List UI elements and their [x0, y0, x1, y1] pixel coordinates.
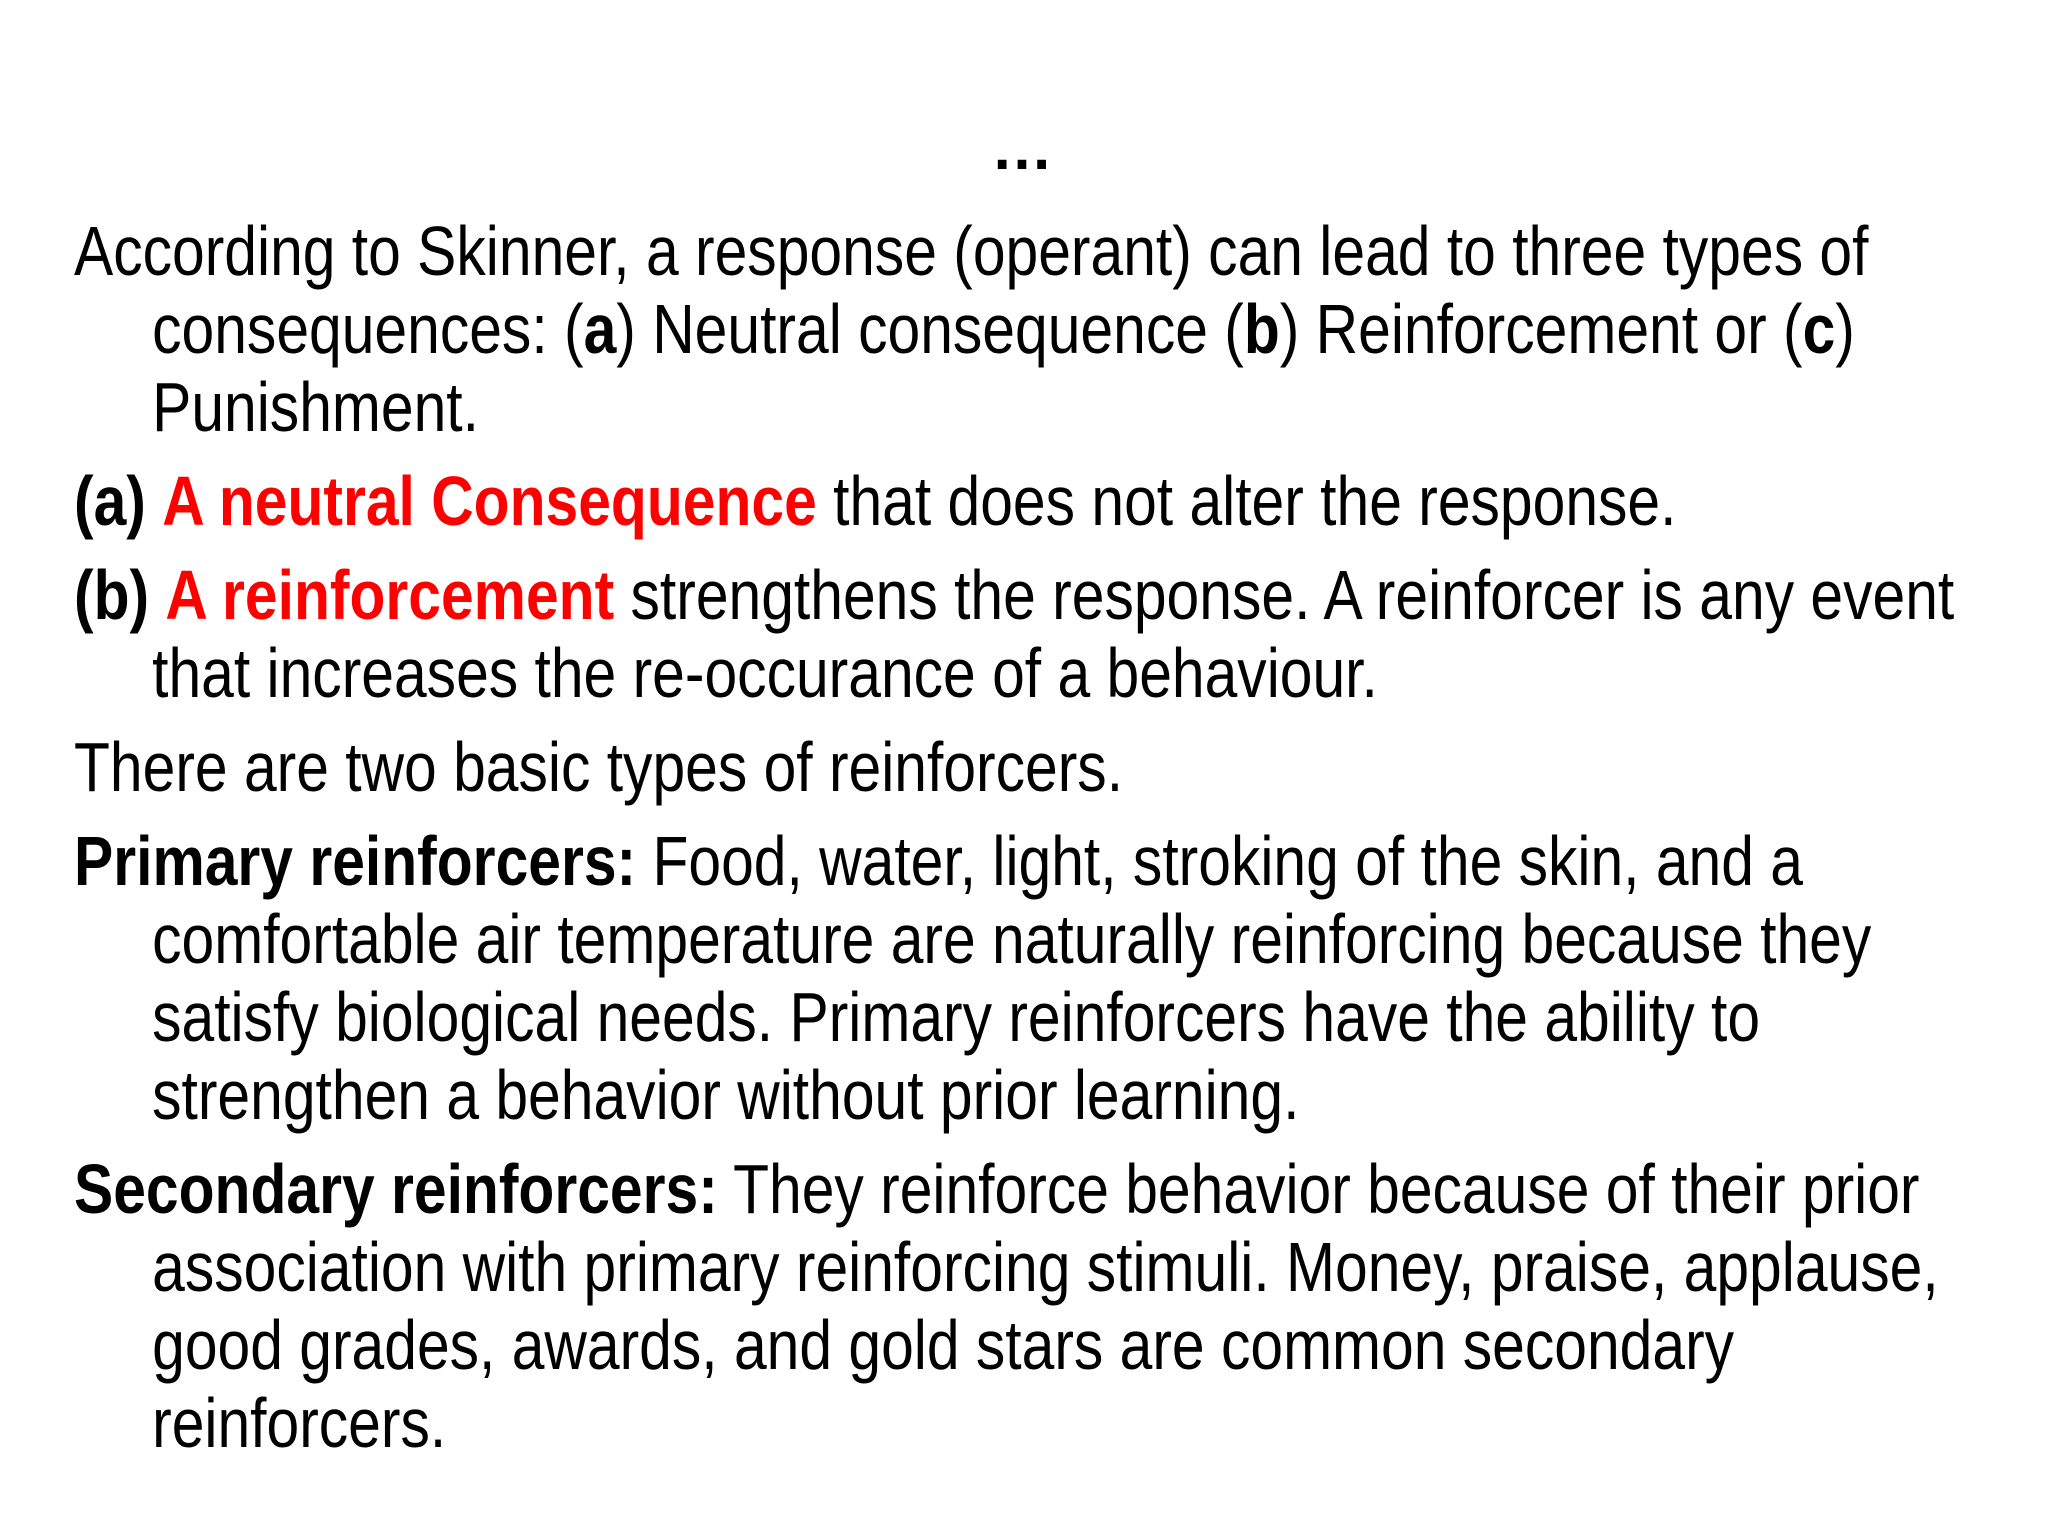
primary-paragraph — [74, 822, 2014, 1134]
slide-title: … — [991, 114, 1057, 183]
item-a-paragraph — [74, 462, 2014, 540]
secondary-text: They reinforce behavior because of their prior association with primary reinforcing stimuli. Money, praise, applause, good grades, awards, and gold stars are common secondary reinforcers. — [152, 1150, 1939, 1462]
item-b-label: (b) — [74, 556, 150, 634]
primary-label: Primary reinforcers: — [74, 822, 637, 900]
secondary-label: Secondary reinforcers: — [74, 1150, 718, 1228]
intro-text-3: ) Reinforcement or ( — [1279, 290, 1803, 368]
intro-letter-a: a — [583, 290, 617, 368]
intro-text-2: ) Neutral consequence ( — [616, 290, 1244, 368]
item-b-text: strengthens the response. A reinforcer is any event that increases the re-occurance of a behaviour. — [152, 556, 1955, 712]
primary-text: Food, water, light, stroking of the skin, and a comfortable air temperature are naturally reinforcing because they satisfy biological needs. Primary reinforcers have the ability to strengthen a behavior without prior learning. — [152, 822, 1872, 1134]
item-b-paragraph — [74, 556, 2014, 712]
item-a-text: that does not alter the response. — [816, 462, 1677, 540]
item-b-highlight: A reinforcement — [165, 556, 615, 634]
intro-letter-b: b — [1243, 290, 1280, 368]
intro-text-4: ) Punishment. — [152, 290, 1855, 446]
intro-text-1: According to Skinner, a response (operant) can lead to three types of consequences: ( — [74, 212, 1869, 368]
item-a-label: (a) — [74, 462, 146, 540]
intro-paragraph — [74, 212, 2014, 446]
item-a-highlight: A neutral Consequence — [162, 462, 817, 540]
types-intro-paragraph: There are two basic types of reinforcers. — [74, 728, 1124, 806]
slide-body — [74, 212, 2014, 1478]
secondary-paragraph — [74, 1150, 2014, 1462]
intro-letter-c: c — [1802, 290, 1836, 368]
